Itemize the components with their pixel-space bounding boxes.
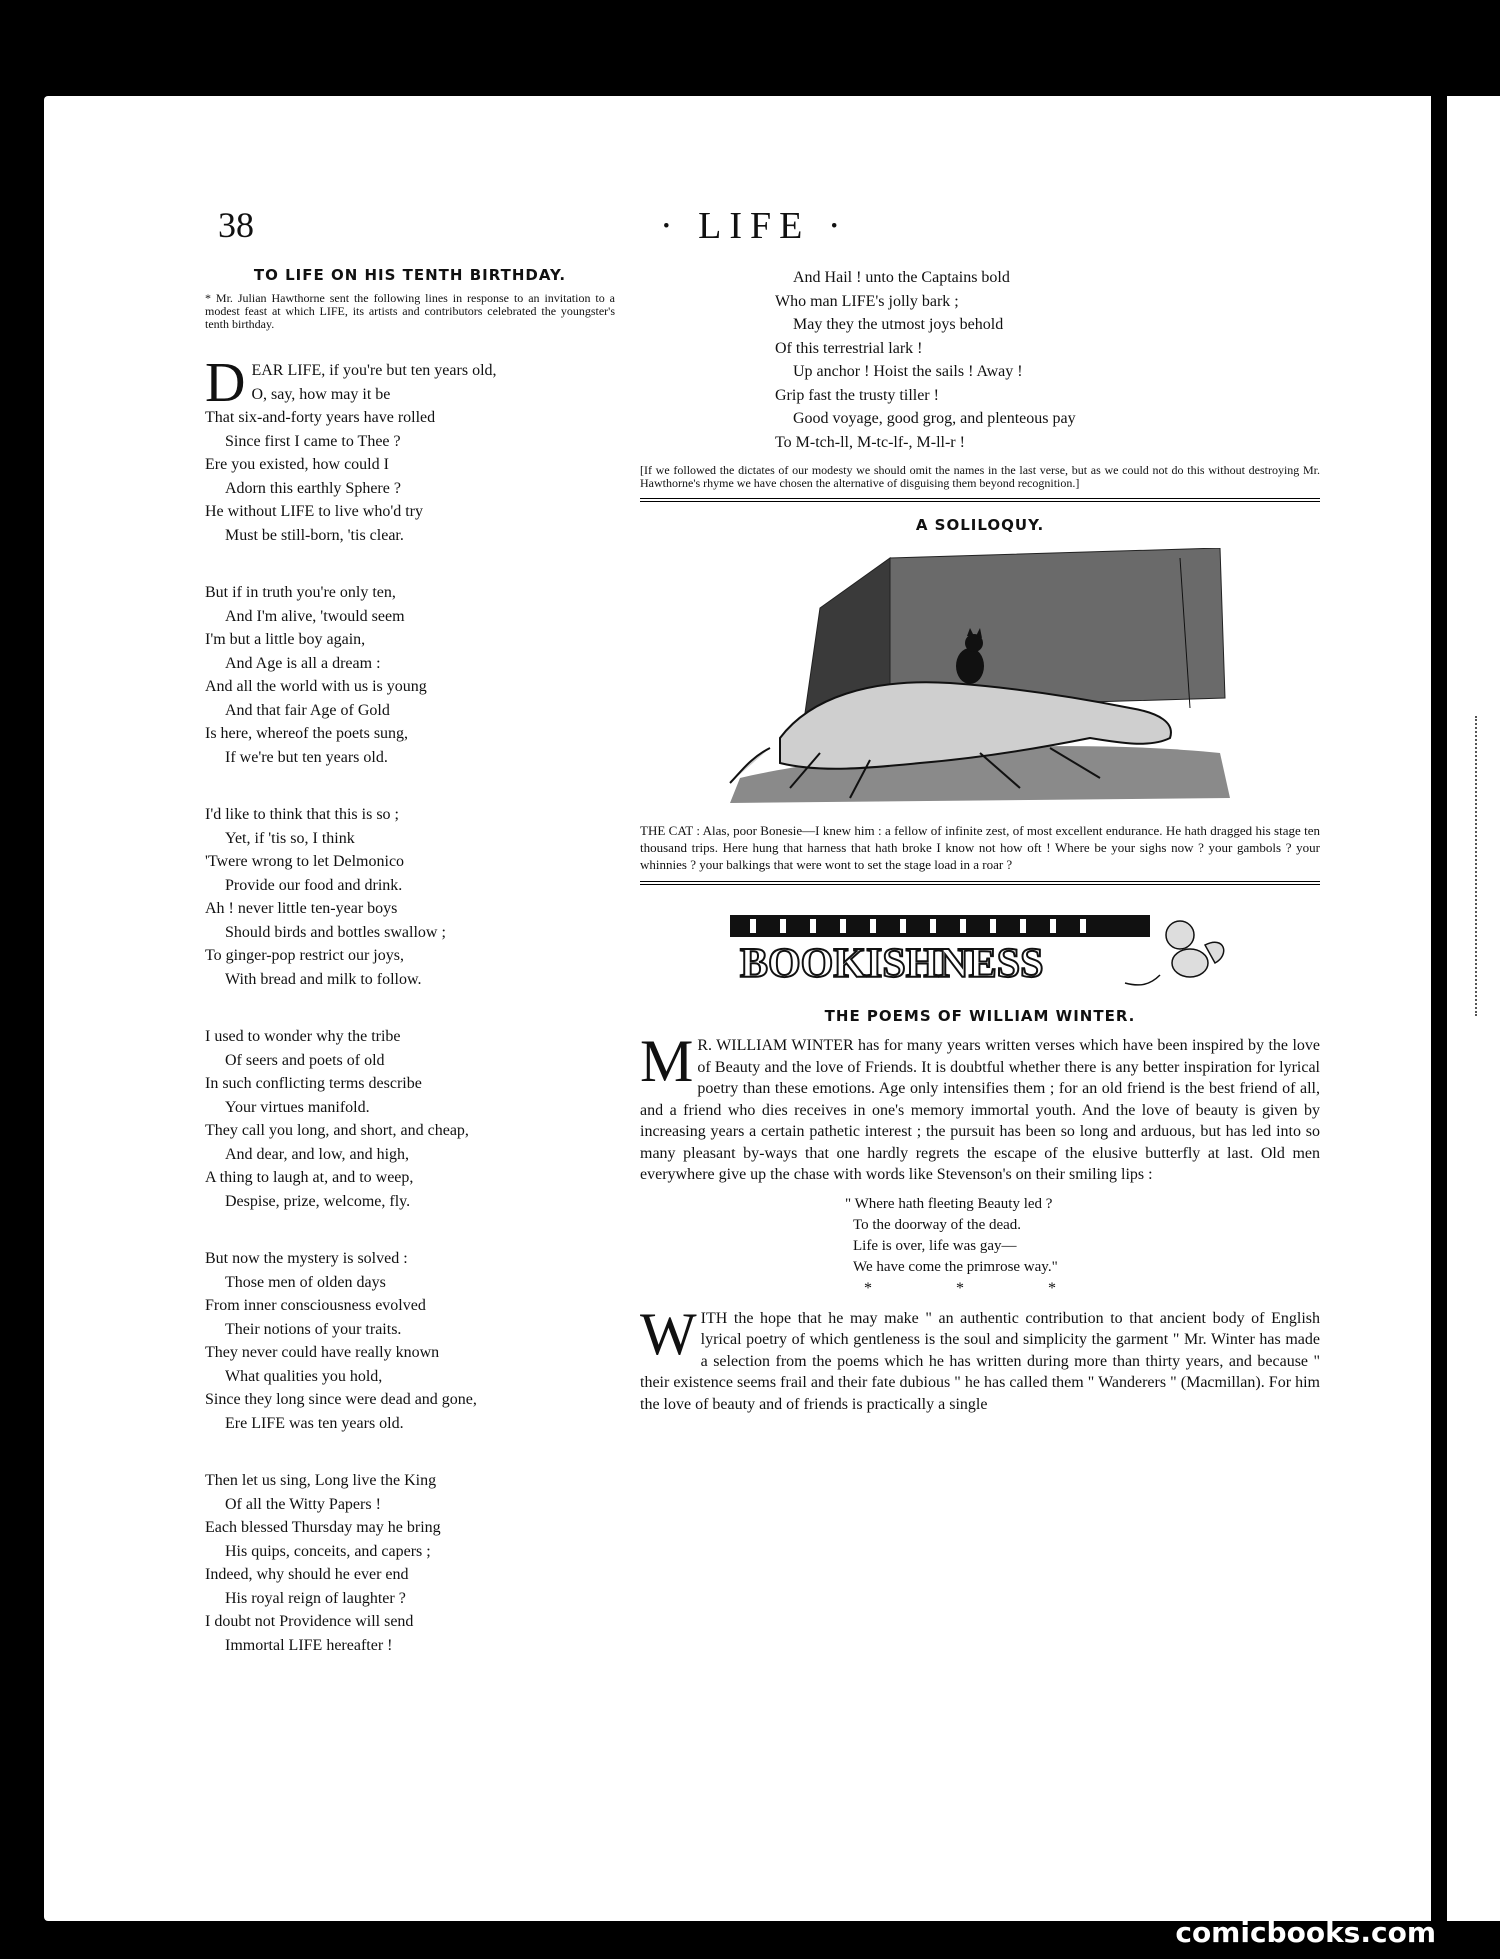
verse-line: Of all the Witty Papers !: [225, 1495, 381, 1513]
verse-line: O, say, how may it be: [251, 385, 391, 403]
verse-line: But if in truth you're only ten,: [205, 584, 396, 601]
verse-line: I'd like to think that this is so ;: [205, 806, 399, 823]
verse-line: That six-and-forty years have rolled: [205, 409, 436, 426]
verse-line: Provide our food and drink.: [225, 876, 403, 894]
poems-title: THE POEMS OF WILLIAM WINTER.: [824, 1007, 1136, 1025]
bookishness-banner: [720, 905, 1240, 995]
stanza-7: [775, 266, 1320, 454]
verse-line: He without LIFE to live who'd try: [205, 503, 423, 520]
banner-text: BOOKISHNESS: [740, 941, 1044, 987]
verse-line: Despise, prize, welcome, fly.: [225, 1192, 411, 1210]
quote-line: We have come the primrose way.": [853, 1258, 1058, 1275]
verse-line: Ah ! never little ten-year boys: [205, 900, 398, 917]
verse-line: Who man LIFE's jolly bark ;: [775, 292, 959, 310]
quote-line: To the doorway of the dead.: [853, 1216, 1022, 1233]
verse-line: Since they long since were dead and gone,: [205, 1391, 477, 1408]
paragraph-1-text: R. WILLIAM WINTER has for many years written verses which have been inspired by the love of Beauty and the love of Friends. It is doubtful whether there is any better inspiration for lyrical poetry than these emotions. Age only intensifies them ; for an old friend is the best friend of all, and a friend who dies receives in one's memory immortal youth. And the love of beauty is given by increasing years a certain pathetic interest ; the pursuit has been so long and arduous, but has led into so many pleasant by-ways that one hardly regrets the escape of the elusive butterfly at last. Old men everywhere give up the chase with words like Stevenson's on their smiling lips :: [640, 1037, 1320, 1183]
verse-line: His royal reign of laughter ?: [225, 1589, 406, 1607]
page-spine: [1431, 96, 1447, 1921]
verse-line: In such conflicting terms describe: [205, 1075, 422, 1092]
verse-line: Is here, whereof the poets sung,: [205, 725, 409, 742]
verse-line: What qualities you hold,: [225, 1367, 383, 1385]
verse-line: And that fair Age of Gold: [225, 701, 390, 719]
verse-line: And Hail ! unto the Captains bold: [793, 269, 1010, 286]
verse-line: Must be still-born, 'tis clear.: [225, 526, 404, 544]
verse-line: They call you long, and short, and cheap,: [205, 1122, 469, 1139]
section-divider: [640, 498, 1320, 502]
quote-line: " Where hath fleeting Beauty led ?: [845, 1195, 1053, 1212]
illustration-caption: THE CAT : Alas, poor Bonesie—I knew him : a fellow of infinite zest, of most excellent endurance. He hath dragged his stage ten thousand trips. Here hung that harness that hath broke I know not how oft ! Where be your sighs now ? your gambols ? your whinnies ? your balkings that were wont to set the stage load in a roar ?: [640, 823, 1320, 872]
verse-line: A thing to laugh at, and to weep,: [205, 1169, 414, 1186]
paragraph-2: [640, 1300, 1320, 1416]
verse-line: Indeed, why should he ever end: [205, 1566, 409, 1583]
verse-line: Of seers and poets of old: [225, 1051, 385, 1069]
verse-line: Ere you existed, how could I: [205, 456, 389, 473]
verse-line: From inner consciousness evolved: [205, 1297, 426, 1314]
dropcap-d: D: [205, 352, 246, 414]
verse-line: Their notions of your traits.: [225, 1320, 402, 1338]
stanza-3: [205, 803, 615, 991]
section-stars: * * *: [864, 1279, 1096, 1297]
verse-line: Should birds and bottles swallow ;: [225, 923, 446, 941]
editor-note: [If we followed the dictates of our modesty we should omit the names in the last verse, but as we could not do this without destroying Mr. Hawthorne's rhyme we have chosen the alternative of disguising them beyond recognition.]: [640, 463, 1320, 490]
quote-line: Life is over, life was gay—: [853, 1237, 1017, 1254]
verse-line: Adorn this earthly Sphere ?: [225, 479, 401, 497]
stevenson-quote: [845, 1194, 1320, 1278]
next-page-edge: [1447, 96, 1500, 1921]
verse-line: And dear, and low, and high,: [225, 1145, 410, 1163]
verse-line: And I'm alive, 'twould seem: [225, 607, 405, 625]
verse-line: Since first I came to Thee ?: [225, 432, 401, 450]
dropcap-w: W: [640, 1300, 697, 1367]
verse-line: Immortal LIFE hereafter !: [225, 1636, 393, 1654]
verse-line: Yet, if 'tis so, I think: [225, 829, 355, 847]
verse-line: Ere LIFE was ten years old.: [225, 1414, 404, 1432]
verse-line: With bread and milk to follow.: [225, 970, 422, 988]
bookshelf-top: [730, 915, 1150, 937]
stanza-5: [205, 1247, 615, 1435]
verse-line: Then let us sing, Long live the King: [205, 1472, 437, 1489]
site-watermark: comicbooks.com: [1175, 1916, 1436, 1949]
stanza-4: [205, 1025, 615, 1213]
stanza-1: [205, 352, 615, 547]
right-column: [640, 266, 1320, 1415]
verse-line: They never could have really known: [205, 1344, 440, 1361]
dropcap-m: M: [640, 1028, 694, 1094]
cat-on-dead-horse-illustration: [720, 548, 1240, 808]
verse-line: His quips, conceits, and capers ;: [225, 1542, 431, 1560]
verse-line: To M-tch-ll, M-tc-lf-, M-ll-r !: [775, 433, 965, 451]
stanza-2: [205, 581, 615, 769]
stanza-6: [205, 1469, 615, 1657]
verse-line: Good voyage, good grog, and plenteous pay: [793, 410, 1076, 427]
poem-title: TO LIFE ON HIS TENTH BIRTHDAY.: [253, 266, 567, 284]
poem-note: * Mr. Julian Hawthorne sent the following lines in response to an invitation to a modest feast at which LIFE, its artists and contributors celebrated the youngster's tenth birthday.: [205, 291, 615, 331]
paragraph-2-text: ITH the hope that he may make " an authentic contribution to that ancient body of English lyrical poetry of which gentleness is the soul and simplicity the garment " Mr. Winter has made a selection from the poems which he has written during more than thirty years, and because " their existence seems frail and their fate dubious " he has called them " Wanderers " (Macmillan). For him the love of beauty and of friends is practically a single: [640, 1309, 1320, 1413]
verse-line: EAR LIFE, if you're but ten years old,: [251, 362, 497, 379]
verse-line: I'm but a little boy again,: [205, 631, 366, 648]
verse-line: Your virtues manifold.: [225, 1098, 370, 1116]
verse-line: Those men of olden days: [225, 1273, 386, 1291]
paragraph-1: [640, 1028, 1320, 1186]
verse-line: May they the utmost joys behold: [793, 316, 1004, 333]
verse-line: Up anchor ! Hoist the sails ! Away !: [793, 363, 1023, 380]
page-number: 38: [218, 205, 254, 245]
verse-line: But now the mystery is solved :: [205, 1250, 408, 1267]
masthead: · LIFE ·: [660, 205, 849, 247]
section-divider: [640, 881, 1320, 885]
verse-line: I used to wonder why the tribe: [205, 1028, 401, 1045]
verse-line: And Age is all a dream :: [225, 654, 381, 672]
verse-line: If we're but ten years old.: [225, 748, 388, 766]
verse-line: To ginger-pop restrict our joys,: [205, 947, 404, 964]
soliloquy-title: A SOLILOQUY.: [915, 516, 1045, 534]
verse-line: Of this terrestrial lark !: [775, 339, 923, 357]
verse-line: 'Twere wrong to let Delmonico: [205, 853, 405, 870]
verse-line: And all the world with us is young: [205, 678, 427, 695]
left-column: [205, 266, 615, 1657]
verse-line: Each blessed Thursday may he bring: [205, 1519, 441, 1536]
verse-line: I doubt not Providence will send: [205, 1613, 414, 1630]
verse-line: Grip fast the trusty tiller !: [775, 386, 939, 404]
next-page-dots: [1475, 716, 1489, 1016]
